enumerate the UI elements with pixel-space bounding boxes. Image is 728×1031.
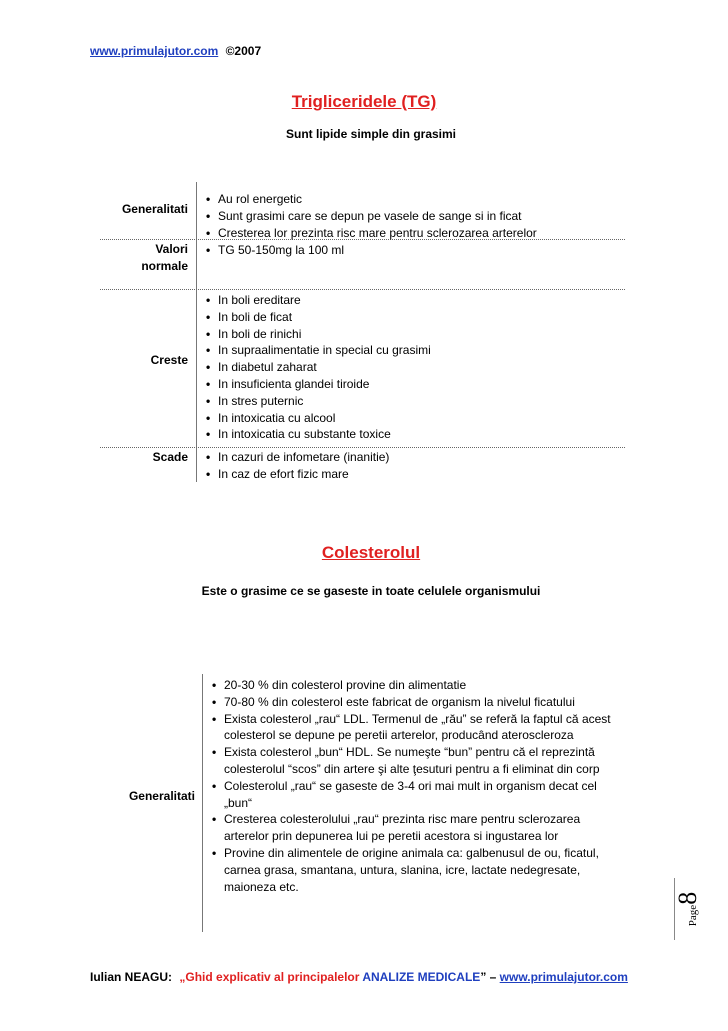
list-creste — [206, 292, 636, 443]
table-divider-vertical — [202, 674, 203, 932]
section-subtitle-colesterol: Este o grasime ce se gaseste in toate celulele organismului — [201, 584, 541, 598]
page-header — [90, 44, 261, 58]
list-valori-normale — [206, 242, 636, 259]
list-item: • Provine din alimentele de origine animala ca: galbenusul de ou, ficatul, carnea grasa, smantana, untura, slanina, icre, lactate nedegresate, maioneza etc. — [212, 845, 612, 895]
list-item: • In insuficienta glandei tiroide — [206, 376, 636, 393]
list-item: • In supraalimentatie in special cu grasimi — [206, 342, 636, 359]
list-item: • 70-80 % din colesterol este fabricat de organism la nivelul ficatului — [212, 694, 612, 711]
table-row-divider — [100, 289, 625, 290]
list-item: • In boli ereditare — [206, 292, 636, 309]
table-row-divider — [100, 447, 625, 448]
list-item: • In stres puternic — [206, 393, 636, 410]
list-item: • In diabetul zaharat — [206, 359, 636, 376]
list-item: • Sunt grasimi care se depun pe vasele de sange si in ficat — [206, 208, 636, 225]
footer-book-title: Ghid explicativ al principalelor — [185, 970, 360, 984]
list-item: • 20-30 % din colesterol provine din alimentatie — [212, 677, 612, 694]
row-label-generalitati-colesterol: Generalitati — [128, 789, 195, 803]
list-item: • Exista colesterol „rau“ LDL. Termenul de „rău” se referă la faptul că acest colesterol se depune pe peretii arterelor, producând ateroscleroza — [212, 711, 612, 745]
footer-quote-open: „ — [179, 970, 186, 984]
footer-book-subject: ANALIZE MEDICALE — [362, 970, 481, 984]
row-label-scade: Scade — [152, 450, 188, 464]
page-number: 8 — [673, 891, 702, 905]
list-item: • Colesterolul „rau“ se gaseste de 3-4 ori mai mult in organism decat cel „bun“ — [212, 778, 612, 812]
section-title-colesterol: Colesterolul — [321, 543, 421, 562]
page-number-box — [674, 878, 701, 940]
list-item: • In cazuri de infometare (inanitie) — [206, 449, 636, 466]
page-footer — [90, 970, 628, 984]
row-label-valori-normale — [100, 241, 188, 275]
footer-quote-close: ” – — [480, 970, 497, 984]
list-item: • In boli de rinichi — [206, 326, 636, 343]
row-label-line: Valori — [155, 242, 188, 256]
row-label-creste: Creste — [150, 353, 188, 367]
section-subtitle-trigliceride: Sunt lipide simple din grasimi — [285, 127, 457, 141]
list-item: • TG 50-150mg la 100 ml — [206, 242, 636, 259]
list-scade — [206, 449, 636, 483]
list-item: • In intoxicatia cu alcool — [206, 410, 636, 427]
footer-author: Iulian NEAGU: — [90, 970, 173, 984]
row-label-line: normale — [141, 259, 188, 273]
list-item: • Cresterea colesterolului „rau“ prezinta risc mare pentru sclerozarea arterelor prin depunerea lui pe peretii acestora si ingustarea lor — [212, 811, 612, 845]
list-item: • Exista colesterol „bun“ HDL. Se numeşte “bun” pentru că el reprezintă colesterolul “scos” din artere şi alte ţesuturi pentru a fi eliminat din corp — [212, 744, 612, 778]
list-item: • Au rol energetic — [206, 191, 636, 208]
list-colesterol-generalitati — [212, 677, 612, 895]
page-word: Page — [687, 904, 699, 927]
table-divider-vertical — [196, 182, 197, 482]
copyright-text: ©2007 — [225, 44, 262, 58]
list-item: • Cresterea lor prezinta risc mare pentru sclerozarea arterelor — [206, 225, 636, 242]
list-generalitati — [206, 191, 636, 241]
footer-site-link[interactable]: www.primulajutor.com — [499, 970, 628, 984]
list-item: • In intoxicatia cu substante toxice — [206, 426, 636, 443]
list-item: • In caz de efort fizic mare — [206, 466, 636, 483]
site-link[interactable]: www.primulajutor.com — [90, 44, 219, 58]
list-item: • In boli de ficat — [206, 309, 636, 326]
row-label-generalitati: Generalitati — [121, 202, 188, 216]
section-title-trigliceride: Trigliceridele (TG) — [291, 92, 437, 111]
